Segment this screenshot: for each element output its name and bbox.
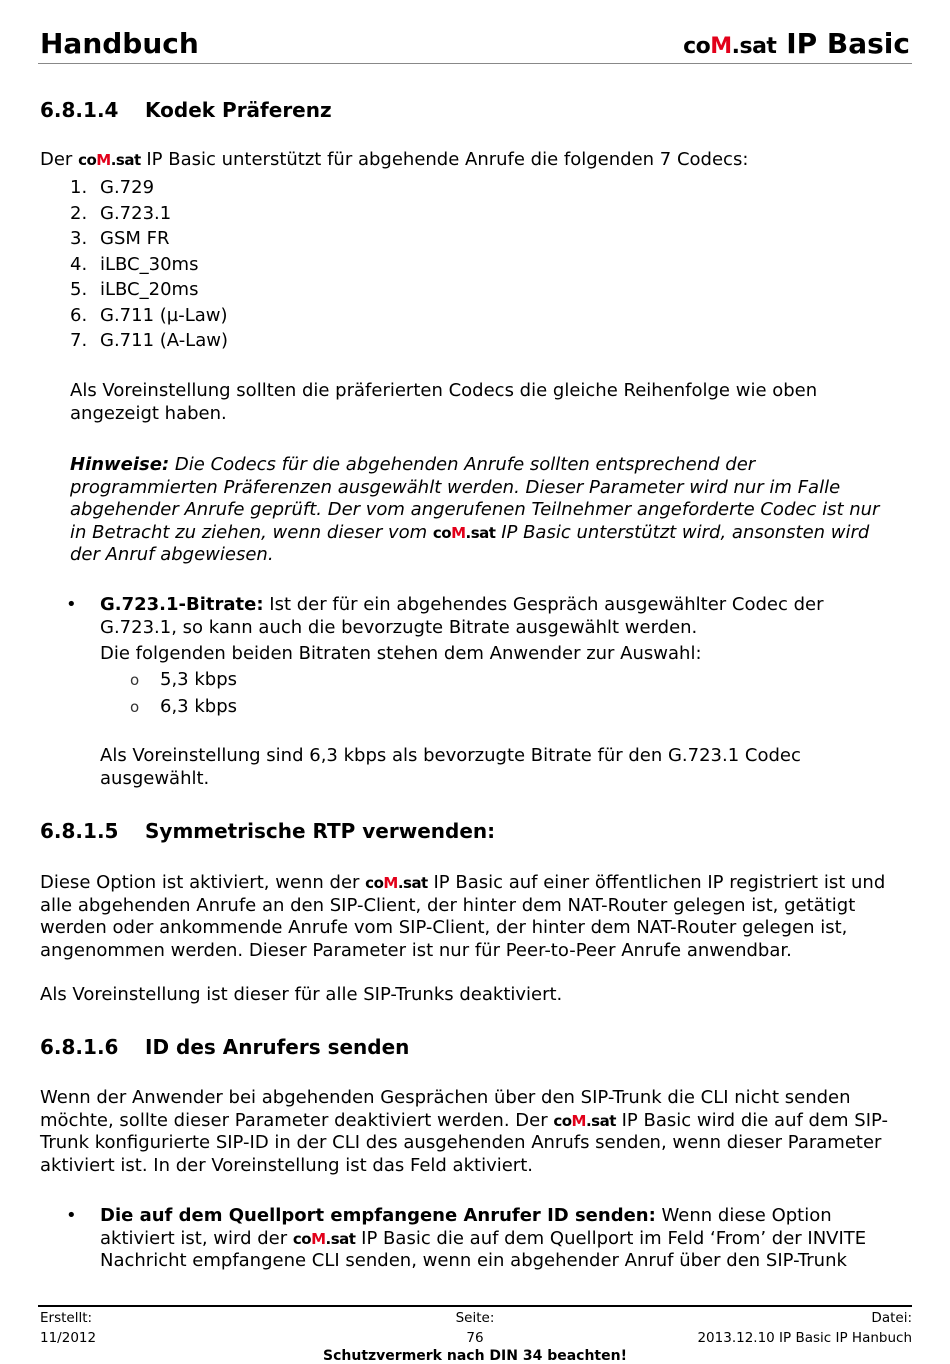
- bitrate-default-note: Als Voreinstellung sind 6,3 kbps als bevorzugte Bitrate für den G.723.1 Codec ausgewählt.: [100, 745, 801, 789]
- footer-created: Erstellt: 11/2012: [40, 1310, 97, 1346]
- circle-bullet-icon: o: [130, 697, 140, 716]
- comsat-logo: coM.sat: [365, 874, 428, 892]
- comsat-logo: coM.sat: [292, 1229, 356, 1248]
- caller-id-paragraph: Wenn der Anwender bei abgehenden Gesprächen über den SIP-Trunk die CLI nicht senden möchte, sollte dieser Parameter deaktiviert werden. Der coM.sat IP Basic wird die auf dem SIP-Trunk konfigurierte SIP-ID in der CLI des ausgehenden Anrufs senden, wenn dieser Parameter aktiviert ist. In der Voreinstellung ist das Feld aktiviert.: [40, 1087, 888, 1176]
- bitrate-bullet: G.723.1-Bitrate: Ist der für ein abgehendes Gespräch ausgewählter Codec der G.723.1, so kann auch die bevorzugte Bitrate ausgewählt werden.: [100, 594, 824, 638]
- page-number: 76: [466, 1330, 484, 1346]
- source-port-label: Die auf dem Quellport empfangene Anrufer ID senden:: [100, 1205, 656, 1226]
- protection-notice: Schutzvermerk nach DIN 34 beachten!: [323, 1348, 627, 1364]
- section-heading-6-8-1-6: 6.8.1.6 ID des Anrufers senden: [40, 1035, 410, 1059]
- codec-list: [70, 175, 228, 354]
- section-heading-6-8-1-4: 6.8.1.4 Kodek Präferenz: [40, 98, 332, 122]
- codec-default-note: Als Voreinstellung sollten die präferierten Codecs die gleiche Reihenfolge wie oben angezeigt haben.: [70, 380, 818, 424]
- comsat-logo: coM.sat: [432, 523, 496, 542]
- rtp-default-note: Als Voreinstellung ist dieser für alle SIP-Trunks deaktiviert.: [40, 984, 563, 1005]
- footer-file: Datei: 2013.12.10 IP Basic IP Hanbuch: [697, 1310, 912, 1346]
- bitrate-label: G.723.1-Bitrate:: [100, 594, 264, 615]
- bullet-icon: •: [66, 594, 77, 615]
- comsat-logo: coM.sat: [553, 1111, 616, 1130]
- footer-divider: [38, 1305, 912, 1307]
- bullet-icon: •: [66, 1205, 77, 1226]
- page-header-product: coM.sat IP Basic: [683, 27, 910, 60]
- codec-list-item: 3. GSM FR: [70, 228, 170, 249]
- codec-list-item: 1. G.729: [70, 177, 155, 198]
- bitrate-list-item: o 6,3 kbps: [130, 694, 237, 721]
- footer-page: Seite: 76: [400, 1308, 550, 1348]
- hint-label: Hinweise:: [70, 454, 170, 475]
- header-divider: [38, 63, 912, 64]
- comsat-logo: coM.sat: [78, 151, 141, 169]
- bitrate-intro: Die folgenden beiden Bitraten stehen dem Anwender zur Auswahl:: [100, 643, 702, 664]
- hint-paragraph: Hinweise: Die Codecs für die abgehenden Anrufe sollten entsprechend der programmierten Präferenzen ausgewählt werden. Dieser Parameter wird nur im Falle abgehender Anrufe geprüft. Der vom angerufenen Teilnehmer angeforderte Codec ist nur in Betracht zu ziehen, wenn dieser vom coM.sat IP Basic unterstützt wird, ansonsten wird der Anruf abgewiesen.: [70, 454, 880, 565]
- page-header-title: Handbuch: [40, 27, 199, 60]
- bitrate-list-item: o 5,3 kbps: [130, 667, 237, 694]
- source-port-bullet: Die auf dem Quellport empfangene Anrufer ID senden: Wenn diese Option aktiviert ist, wird der coM.sat IP Basic die auf dem Quellport im Feld ‘From’ der INVITE Nachricht empfangene CLI senden, wenn ein abgehender Anruf über den SIP-Trunk: [100, 1205, 867, 1271]
- bitrate-list: [130, 667, 237, 720]
- codec-list-item: 4. iLBC_30ms: [70, 253, 199, 275]
- codec-list-item: 5. iLBC_20ms: [70, 279, 199, 300]
- codec-list-item: 2. G.723.1: [70, 202, 172, 224]
- codec-intro: Der coM.sat IP Basic unterstützt für abgehende Anrufe die folgenden 7 Codecs:: [40, 149, 749, 170]
- rtp-paragraph: Diese Option ist aktiviert, wenn der coM.sat IP Basic auf einer öffentlichen IP registriert ist und alle abgehenden Anrufe an den SIP-Client, der hinter dem NAT-Router gelegen ist, getätigt werden oder ankommende Anrufe vom SIP-Client, der hinter dem NAT-Router gelegen ist, angenommen werden. Dieser Parameter ist nur für Peer-to-Peer Anrufe anwendbar.: [40, 872, 886, 961]
- circle-bullet-icon: o: [130, 671, 140, 689]
- codec-list-item: 7. G.711 (A-Law): [70, 330, 228, 351]
- comsat-logo: coM.sat: [683, 34, 777, 59]
- section-heading-6-8-1-5: 6.8.1.5 Symmetrische RTP verwenden:: [40, 819, 496, 843]
- codec-list-item: 6. G.711 (µ-Law): [70, 304, 228, 326]
